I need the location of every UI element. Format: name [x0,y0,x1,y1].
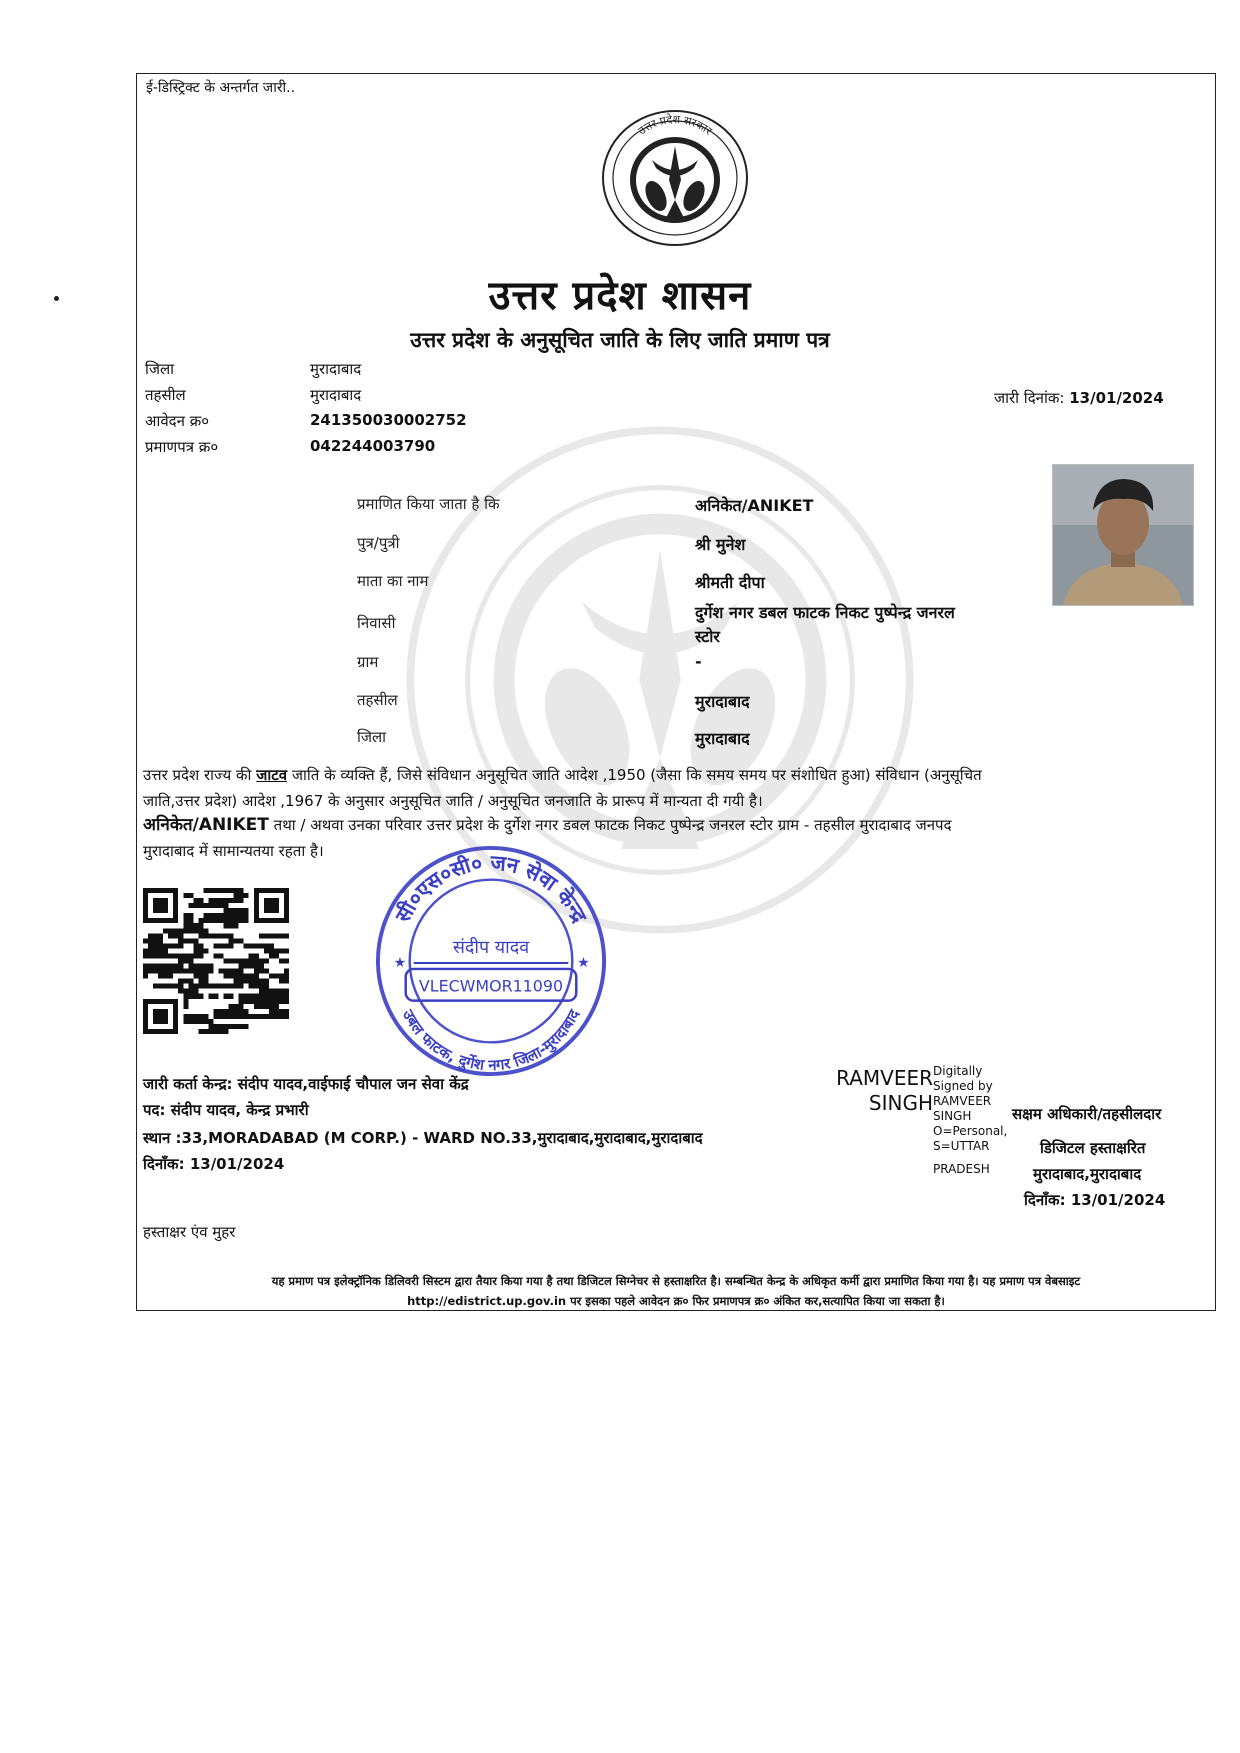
page-subtitle: उत्तर प्रदेश के अनुसूचित जाति के लिए जाति प्रमाण पत्र [410,328,830,352]
svg-text:सी०एस०सी० जन सेवा केन्द्र [389,850,592,927]
signature-seal-label: हस्ताक्षर एंव मुहर [143,1223,236,1241]
issuer-date-label: दिनाँक: [143,1155,185,1173]
resident-address-line1: दुर्गेश नगर डबल फाटक निकट पुष्पेन्द्र जनरल [695,603,955,622]
ds-line3: RAMVEER [933,1094,992,1108]
signer-name-line2: SINGH [868,1091,933,1115]
ds-line2: Signed by [933,1079,993,1093]
certified-label: प्रमाणित किया जाता है कि [357,495,500,513]
certificate-number: 042244003790 [310,437,436,455]
caste-paragraph-pre: उत्तर प्रदेश राज्य की [143,766,257,784]
application-number: 241350030002752 [310,411,467,429]
emblem-ring-text: उत्तर प्रदेश सरकार [635,112,715,138]
caste-paragraph-line2: जाति,उत्तर प्रदेश) आदेश ,1967 के अनुसार अनुसूचित जाति / अनुसूचित जनजाति के प्रारूप में मान्यता दी गयी है। [143,792,763,810]
tehsil-label: तहसील [145,386,186,404]
certificate-label: प्रमाणपत्र क्र० [145,438,219,456]
ds-line4: SINGH [933,1109,972,1123]
stamp-name: संदीप यादव [452,937,530,959]
district-row-value: मुरादाबाद [695,729,750,748]
residence-paragraph-rest: तथा / अथवा उनका परिवार उत्तर प्रदेश के दुर्गेश नगर डबल फाटक निकट पुष्पेन्द्र जनरल स्टोर ग्राम - तहसील मुरादाबाद जनपद [268,816,952,834]
footer-line2: http://edistrict.up.gov.in पर इसका पहले आवेदन क्र० फिर प्रमाणपत्र क्र० अंकित कर,सत्यापित किया जा सकता है। [407,1294,945,1308]
residence-paragraph-line2: मुरादाबाद में सामान्यतया रहता है। [143,842,324,860]
resident-label: निवासी [357,614,396,632]
ds-line7: PRADESH [933,1162,990,1176]
residence-paragraph-name: अनिकेत/ANIKET [143,815,269,835]
district-value: मुरादाबाद [310,360,362,378]
csc-stamp [372,842,610,1080]
district-row-label: जिला [357,728,387,746]
officer-title: सक्षम अधिकारी/तहसीलदार [1012,1105,1162,1123]
residence-paragraph [143,812,1211,864]
person-photo-icon [1053,465,1193,605]
resident-address-line2: स्टोर [695,627,720,646]
tehsil-value: मुरादाबाद [310,386,362,404]
signer-name [818,1066,933,1116]
issuer-place: स्थान :33,MORADABAD (M CORP.) - WARD NO.33,मुरादाबाद,मुरादाबाद,मुरादाबाद [143,1129,703,1147]
header-note: ई-डिस्ट्रिक्ट के अन्तर्गत जारी.. [146,80,296,96]
district-label: जिला [145,360,175,378]
stamp-code: VLECWMOR11090 [418,976,564,996]
tehsil-row-label: तहसील [357,691,398,709]
issuer-center: जारी कर्ता केन्द्र: संदीप यादव,वाईफाई चौपाल जन सेवा केंद्र [143,1075,469,1093]
issuer-post: पद: संदीप यादव, केन्द्र प्रभारी [143,1101,309,1119]
caste-paragraph-line1 [143,762,1211,788]
application-label: आवेदन क्र० [145,412,210,430]
caste-paragraph-rest: जाति के व्यक्ति हैं, जिसे संविधान अनुसूचित जाति आदेश ,1950 (जैसा कि समय समय पर संशोधित हुआ) संविधान (अनुसूचित [287,766,982,784]
page-title: उत्तर प्रदेश शासन [488,273,752,319]
digitally-signed-label: डिजिटल हस्ताक्षरित [1040,1139,1146,1157]
tehsil-row-value: मुरादाबाद [695,692,750,711]
officer-place: मुरादाबाद,मुरादाबाद [1033,1165,1142,1183]
qr-code [143,888,289,1034]
mother-label: माता का नाम [357,572,429,590]
village-label: ग्राम [357,653,379,671]
stamp-bottom-arc: उबल फाटक, दुर्गेश नगर जिला-मुरादाबाद [398,1006,584,1075]
ds-line6: S=UTTAR [933,1139,990,1153]
up-emblem-icon [600,108,750,248]
stamp-top-arc: सी०एस०सी० जन सेवा केन्द्र [390,850,592,927]
village-value: - [695,652,702,671]
issue-date [994,388,1164,408]
issuer-date-value: 13/01/2024 [189,1155,285,1173]
star-icon: ★ [577,954,590,971]
son-label: पुत्र/पुत्री [357,534,400,552]
digital-signature-details [933,1064,1007,1177]
star-icon: ★ [393,954,407,971]
caste-name: जाटव [256,766,288,784]
residence-paragraph-line1 [143,812,1211,838]
footer-line1: यह प्रमाण पत्र इलेक्ट्रॉनिक डिलिवरी सिस्टम द्वारा तैयार किया गया है तथा डिजिटल सिग्नेचर से हस्ताक्षरित है। सम्बन्धित केन्द्र के अधिकृत कर्मी द्वारा प्रमाणित किया गया है। यह प्रमाण पत्र वेबसाइट [271,1274,1081,1288]
issuer-date [143,1154,284,1174]
certified-name: अनिकेत/ANIKET [695,496,814,515]
signer-name-line1: RAMVEER [836,1066,933,1090]
ds-line5: O=Personal, [933,1124,1008,1138]
ds-line1: Digitally [933,1064,983,1078]
issue-date-label: जारी दिनांक: [994,389,1065,407]
mother-name: श्रीमती दीपा [695,573,765,592]
applicant-photo [1052,464,1194,606]
caste-paragraph [143,762,1211,814]
svg-text:उबल फाटक, दुर्गेश नगर जिला-मुर [398,1006,583,1074]
officer-date-value: 13/01/2024 [1070,1191,1166,1209]
issue-date-value: 13/01/2024 [1069,389,1164,407]
officer-date-label: दिनाँक: [1024,1191,1066,1209]
officer-date [1024,1190,1165,1210]
father-name: श्री मुनेश [695,535,746,554]
